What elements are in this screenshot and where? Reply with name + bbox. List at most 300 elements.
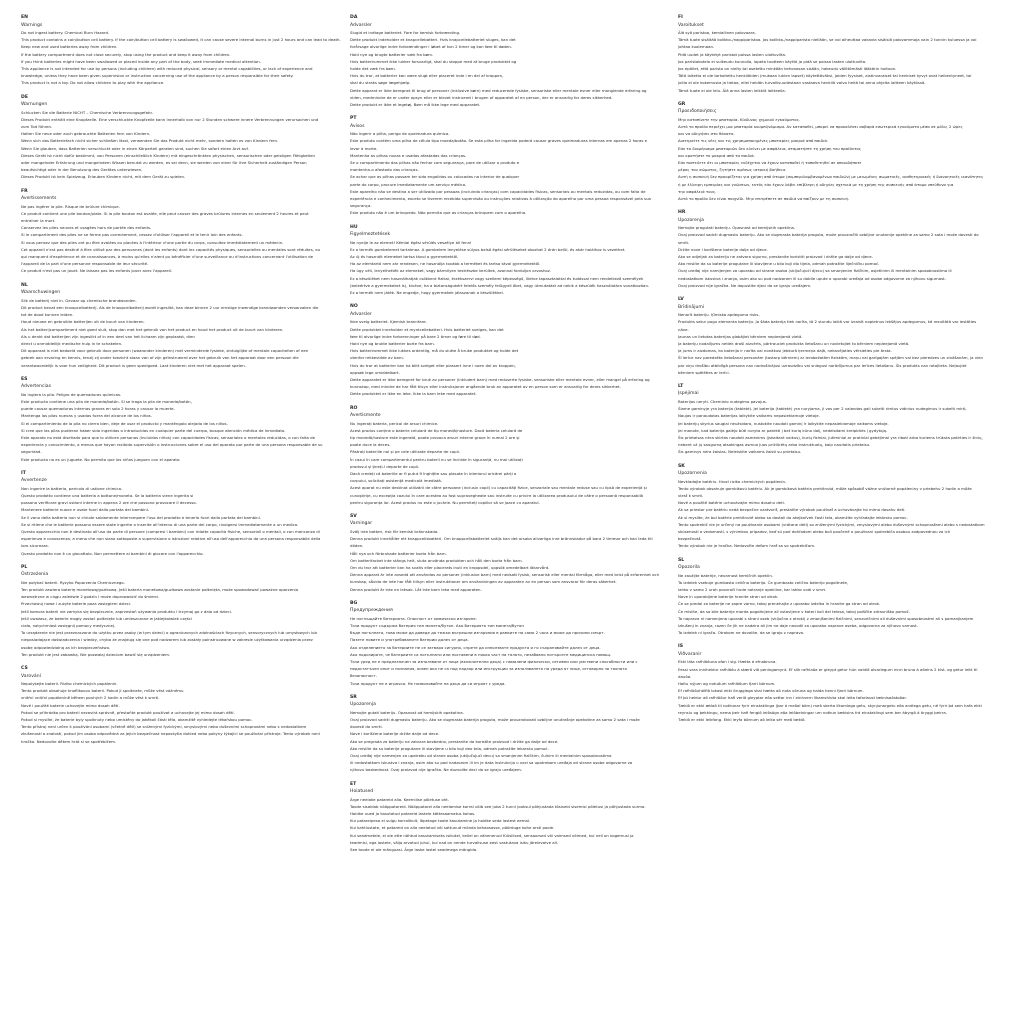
warning-line: nedostatkom iskustva i znanja, osim ako su pod nadzorom ili su dobile upute o uporabi uređaja od osobe odgovorne za njihovu sigurnost. (678, 275, 946, 281)
warning-line: Svälj inte batteri, risk för kemisk brännskada. (350, 528, 439, 534)
section-es (21, 376, 341, 463)
section-code: CS (21, 666, 28, 672)
warning-line: Si el compartimiento de la pila no cierra bien, deje de usar el producto y manténgalo alejado de los niños. (21, 420, 228, 426)
warning-line: Kui patareipesa ei sulgu korralikult, lõpetage toote kasutamine ja hoidke seda lastest eemal. (350, 818, 531, 824)
warning-line: produsul și țineți-l departe de copii. (350, 463, 420, 469)
section-lt (678, 383, 998, 456)
warning-line: μέρος του σώματος, ζητήστε αμέσως ιατρική βοήθεια. (678, 167, 787, 173)
warning-line: Toode sisaldab nööppatareid. Nööppatarei alla neelamise korral võib see juba 2 tunni jooksul põhjustada tõsiseid sisemisi põletusi ja põhjustada surma. (350, 803, 646, 809)
warning-line: Ez a termék gombelemet tartalmaz. A gombelem lenyelése súlyos belső égési sérüléseket okozhat 2 órán belül, és akár halálhoz is vezethet. (350, 246, 626, 252)
warning-line: (beleértve a gyermekeket is), kivéve, ha a biztonságukért felelős személy felügyeli őket, vagy útmutatást ad nekik a készülék használatára vonatkozóan. (350, 282, 650, 288)
warning-line: tot de dood kunnen leiden. (21, 312, 74, 318)
warning-line: skúseností a vedomostí, s výnimkou prípadov, keď sú pod dohľadom alebo boli poučené o používaní spotrebiča osobou zodpovednou za ich (678, 528, 951, 534)
warning-line: Denna apparat är inte avsedd att användas av personer (inklusive barn) med nedsatt fysisk, sensorisk eller mental förmåga, eller med brist på erfarenhet och (350, 572, 660, 578)
warning-line: Dette produktet inneholder et myntcellebatteri. Hvis batteriet svelges, kan det (350, 326, 504, 332)
section-code: SK (678, 463, 685, 469)
warning-line: Älä syö paristoa, kemiallinen palovaara. (678, 30, 756, 35)
warning-line: If you think batteries might have been swallowed or placed inside any part of the body, seek immediate medical attention. (21, 58, 261, 64)
warning-line: Εάν το διαμέρισμα μπαταριών δεν κλείνει με ασφάλεια, σταματήστε τη χρήση του προϊόντος (678, 145, 862, 151)
section-heading: Brīdinājumi (678, 304, 705, 310)
section-heading: Upozorenja (678, 217, 704, 223)
warning-line: Haltu nýjum og notuðum rafhlöðum fjarri börnum. (678, 681, 776, 687)
warning-line: Hvis du tror at batterier kan ha blitt svelget eller plassert inne i noen del av kroppen, (350, 362, 516, 368)
warning-line: nebent už jų saugumą atsakingas asmuo juos prižiūrėtų arba instruktuotų, kaip naudotis prietaisu. (678, 442, 871, 448)
warning-line: Se si ritiene che le batterie possano essere state ingerite o inserite all'interno di una parte del corpo, rivolgersi immediatamente a un medico. (21, 521, 299, 527)
warning-line: Ha az elemtartó nem zár rendesen, ne használja tovább a terméket és tartsa távol gyermekektől. (350, 261, 541, 267)
warning-line: Do not ingest battery. Chemical Burn Hazard. (21, 30, 110, 35)
section-heading: Upozorenja (350, 702, 376, 708)
warning-line: segurança. (350, 203, 372, 209)
warning-line: Ako se odjeljak za bateriju ne zatvara sigurno, prestanite koristiti proizvod i držite ga dalje od djece. (678, 254, 873, 260)
warning-line: puede causar quemaduras internas graves en solo 2 horas y causar la muerte. (21, 406, 175, 412)
warning-line: This product contains a coin/button cell battery. If the coin/button cell battery is swallowed, it can cause severe internal burns in just 2 hours and can lead to death. (21, 37, 341, 43)
warning-line: Mantenga las pilas nuevas y usadas fuera del alcance de los niños. (21, 413, 152, 419)
warning-line: dauða. (678, 673, 692, 679)
warning-line: entraîner la mort. (21, 218, 56, 224)
warning-line: Този продукт съдържа батерия тип монета/бутон. Ако батерията тип монета/бутон (350, 623, 524, 628)
warning-line: Μην καταπίνετε την μπαταρία. Κίνδυνος χημικού εγκαύματος. (678, 116, 801, 122)
warning-line: johtaa kuolemaan. (678, 44, 715, 50)
warning-line: Dette produkt indeholder et knapcellebatteri. Hvis knapcellebatteriet sluges, kan det (350, 37, 516, 43)
warning-line: Nemojte gutati bateriju. Opasnost od hemijskih opekotina. (350, 709, 464, 715)
warning-line: Ovaj proizvod nije igračka. Ne dopustite djeci da se igraju uređajem. (678, 282, 812, 288)
warning-line: Nove in uporabljene baterije hranite stran od otrok. (678, 594, 779, 600)
warning-line: hračka. Nedovolte dětem hrát si se spotřebičem. (21, 738, 117, 744)
warning-line: Conservez les piles neuves et usagées hors de portée des enfants. (21, 225, 152, 231)
warning-line: În cazul în care compartimentul pentru baterii nu se închide în siguranță, nu mai utilizați (350, 456, 523, 462)
warning-line: Denna produkt innehåller ett knappcellsbatteri. Om knappcellsbatteriet sväljs kan det orsaka allvarliga inre brännskador på bara 2 timmar och kan leda till (350, 536, 653, 542)
warning-line: beaufsichtigt oder in der Benutzung des Gerätes unterwiesen. (21, 167, 143, 173)
warning-line: Dieses Produkt ist kein Spielzeug. Erlauben Kindern nicht, mit dem Gerät zu spielen. (21, 174, 186, 180)
section-pt (350, 115, 670, 216)
warning-line: Dit apparaat is niet bedoeld voor gebruik door personen (waaronder kinderen) met verminderde fysieke, zintuiglijke of mentale capaciteiten of een (21, 348, 309, 354)
warning-line: Tämä tuote sisältää kolikko-/nappiparistoa. Jos kolikko-/nappiparisto niellään, se voi aiheuttaa vakavia sisäisiä palovammoja vain 2 tunnin kuluessa ja voi (678, 37, 977, 43)
section-sr (350, 694, 670, 774)
warning-line: pentru siguranța lor. Acest produs nu este o jucărie. Nu permiteți copiilor să se joace cu aparatul. (350, 499, 540, 505)
section-no (350, 303, 670, 397)
section-lv (678, 296, 998, 376)
warning-line: Не поглъщайте батерията. Опасност от химическо изгаряне. (350, 615, 477, 621)
warning-line: Hoidke uued ja kasutatud patareid lastele kättesaamatus kohas. (350, 811, 476, 817)
warning-line: Ne nyelje le az elemet! Kémiai égési sérülés veszélye áll fenn! (350, 239, 472, 245)
warning-line: Tento výrobok obsahuje gombíkovú batériu. Ak je gombíková batéria prehltnutá, môže spôsobiť vážne vnútorné popáleniny v priebehu 2 hodín a môže (678, 485, 972, 491)
warning-line: Om batterifacket inte stängs helt, sluta använda produkten och håll den borta från barn. (350, 557, 523, 563)
warning-line: και κρατήστε το μακριά από τα παιδιά. (678, 152, 755, 158)
warning-line: bezpečnosť. (678, 536, 702, 542)
warning-line: qui manquent d'expérience et de connaissances, à moins qu'elles n'aient pu bénéficier d'une surveillance ou d'instructions concernant l'utilisation de (21, 254, 314, 260)
warning-line: loro sicurezza. (21, 543, 49, 549)
warning-line: Nenorīt bateriju. Ķīmiska apdeguma risks. (678, 312, 760, 318)
warning-line: par viņu drošību atbildīgā persona nav nodrošinājusi uzraudzību vai sniegusi norādījumus par ierīces lietošanu. Šis produkts nav rotaļlieta. Neļaujiet (678, 362, 967, 368)
warning-line: Ако отделението за батериите не се затваря сигурно, спрете да използвате продукта и го съхранявайте далеч от деца. (350, 644, 601, 650)
warning-line: Ten produkt zawiera baterię monetową/guzikową. Jeśli bateria monetowa/guzikowa zostanie połknięta, może spowodować poważne oparzenia (21, 586, 299, 592)
warning-line: Wenn sich das Batteriefach nicht sicher schließen lässt, verwenden Sie das Produkt nicht mehr, sondern halten es von Kindern fern. (21, 138, 279, 144)
warning-line: Acest aparat nu este destinat utilizării de către persoane (inclusiv copii) cu capacități fizice, senzoriale sau mentale reduse sau cu lipsă de experiență și (350, 485, 647, 491)
warning-line: Jos epäilet, että paristo on nielty tai asetettu minkään kehonosan sisään, hakeudu välittömästi lääkärin hoitoon. (678, 66, 897, 72)
warning-line: Questo prodotto non è un giocattolo. Non permettere ai bambini di giocare con l'apparecchio. (21, 550, 204, 556)
section-code: DA (350, 15, 358, 20)
warning-line: Dette produkt er ikke et legetøj. Børn må ikke lege med apparatet. (350, 102, 481, 108)
warning-line: Tämä tuote ei ole lelu. Älä anna lasten leikkiä laitteella. (678, 87, 786, 93)
warning-line: Cet appareil n'est pas destiné à être utilisé par des personnes (dont les enfants) dont les capacités physiques, sensorielles ou mentales sont réduites, ou (21, 246, 321, 252)
warning-line: experiencia y conocimiento, a menos que hayan recibido supervisión o instrucciones sobre el uso del aparato por parte de una persona responsable de su (21, 442, 323, 448)
warning-line: Pidä uudet ja käytetyt paristot poissa lasten ulottuvilta. (678, 51, 787, 57)
warning-line: See toode ei ole mänguasi. Ärge laske lastel seadmega mängida. (350, 847, 478, 853)
warning-line: No ingiera la pila. Peligro de quemaduras químicas. (21, 391, 122, 397)
warning-line: Tækið er ekki leikfang. Ekki leyfa börnum að leika sér með tækið. (678, 717, 806, 723)
warning-line: forårsage alvorlige indre forbrændinger i løbet af kun 2 timer og kan føre til døden. (350, 44, 513, 50)
warning-line: Nove i korišćene baterije držite dalje od dece. (350, 731, 440, 737)
section-heading: Varningar (350, 521, 373, 527)
warning-line: Ako mislite da su baterije progutane ili stavljene u bilo koji dio tijela, odmah potražite liječničku pomoć. (678, 261, 880, 267)
warning-line: Ako mislite da su baterije progutane ili stavljene u bilo koji deo tela, odmah potražite lekarsku pomoć. (350, 745, 549, 751)
section-heading: Advarsler (350, 311, 372, 317)
warning-line: smrti. (678, 239, 690, 245)
warning-line: Ha úgy véli, lenyelhették az elemeket, vagy bármilyen testrészbe kerültek, azonnal forduljon orvoshoz. (350, 268, 552, 274)
warning-line: Mantenere batterie nuove e usate fuori dalla portata dei bambini. (21, 507, 150, 513)
warning-line: skal du straks søge lægehjælp. (350, 80, 411, 86)
warning-line: Ta izdelek ni igrača. Otrokom ne dovolite, da se igrajo z napravo. (678, 630, 805, 636)
warning-line: oppsøk lege umiddelbart. (350, 369, 400, 375)
warning-line: Ne zaužijte baterije, nevarnost kemičnih opeklin. (678, 572, 774, 578)
warning-line: Šī ierīce nav paredzēta lietošanai personām (tostarp bērniem) ar ierobežotām fiziskām, maņu vai garīgajām spējām vai bez pieredzes un zināšanām, ja vien (678, 355, 983, 361)
section-code: NL (21, 282, 28, 288)
warning-line: viesť k smrti. (678, 492, 704, 498)
warning-line: mantenha-o afastado das crianças. (350, 167, 419, 173)
warning-line: την ασφάλειά τους. (678, 188, 717, 194)
section-is (678, 643, 998, 723)
section-et (350, 781, 670, 854)
warning-line: joilla ei ole kokemusta ja tietoa, ellei heidän turvallisuudestaan vastaava henkilö valvo heitä tai anna ohjeita laitteen käytössä. (678, 80, 926, 86)
warning-line: Questo apparecchio non è destinato all'uso da parte di persone (compresi i bambini) con ridotte capacità fisiche, sensoriali o mentali, o con mancanza di (21, 528, 320, 534)
warning-line: dovesti do smrti. (350, 724, 383, 730)
warning-line: esperienza e conoscenza, a meno che non siano sottoposte a supervisione o istruzioni relative all'uso dell'apparecchio da una persona responsabile della (21, 536, 321, 542)
warning-line: Αυτό το προϊόν περιέχει μια μπαταρία κουμπί/νόμισμα. Αν καταποθεί, μπορεί να προκαλέσει σοβαρά εσωτερικά εγκαύματα μέσα σε μόλις 2 ώρες (678, 124, 963, 130)
section-heading: Waarschuwingen (21, 290, 61, 296)
warning-line: Šis prietaisas nėra skirtas naudoti asmenims (įskaitant vaikus), kurių fiziniai, jutiminiai ar protiniai gebėjimai yra riboti arba kuriems trūksta patirties ir žinių, (678, 434, 983, 440)
warning-line: Se il vano della batteria non si chiude saldamente interrompere l'uso del prodotto e tenerlo fuori dalla portata dei bambini. (21, 514, 261, 520)
warning-line: Este produto não é um brinquedo. Não permita que as crianças brinquem com o aparelho. (350, 210, 527, 216)
warning-line: Jeśli uważasz, że baterie mogły zostać połknięte lub umieszczone w jakiejkolwiek części (21, 615, 192, 621)
section-de (21, 94, 341, 181)
warning-line: Ovaj uređaj nije namenjen za upotrebu od strane osoba (uključujući decu) sa smanjenim fizičkim, čulnim ili mentalnim sposobnostima (350, 753, 612, 759)
warning-line: Este produto contém uma pilha de célula tipo moeda/botão. Se esta pilha for ingerida poderá causar graves queimaduras internas em apenas 2 horas e (350, 138, 648, 144)
section-pl (21, 564, 341, 658)
warning-line: Dette apparatet er ikke beregnet for bruk av personer (inkludert barn) med reduserte fysiske, sensoriske eller mentale evner, eller mangel på erfaring og (350, 376, 650, 382)
warning-line: Držite nove i korištene baterije dalje od djece. (678, 246, 768, 252)
warning-line: knowledge, unless they have been given supervision or instruction concerning use of the appliance by a person responsible for their safety. (21, 73, 294, 79)
warning-line: If the battery compartment does not close securely, stop using the product and keep it away from children. (21, 51, 231, 57)
warning-line: gebrek aan ervaring en kennis, tenzij zij onder toezicht staan van of zijn geïnstrueerd over het gebruik van het apparaat door een persoon die (21, 355, 299, 361)
section-da (350, 14, 670, 108)
warning-line: ili nedostatkom iskustva i znanja, osim ako su pod nadzorom ili im je data instrukcija u vezi sa upotrebom uređaja od strane osobe odgovorne za (350, 760, 633, 766)
warning-line: nieposiadające doświadczenia i wiedzy, chyba że znajdują się one pod nadzorem lub zostały poinstruowane w zakresie użytkowania urządzenia przez (21, 637, 313, 643)
section-code: HR (678, 210, 686, 216)
warning-line: бъде погълната, това може да доведе до тежки вътрешни изгаряния в рамките на само 2 часа и може да причини смърт. (350, 630, 605, 636)
warning-line: Non ingerire la batteria, pericolo di ustione chimica. (21, 485, 123, 491)
warning-line: Nové i použité baterie uchovejte mimo dosah dětí. (21, 702, 120, 708)
warning-line: Hvis du tror, at batterier kan være slugt eller placeret inde i en del af kroppen, (350, 73, 504, 79)
warning-line: Ez a készüléket nem használhatják csökkent fizikai, érzékszervi vagy szellemi képességű, illetve tapasztalattal és tudással nem rendelkező személyek (350, 275, 644, 281)
section-sl (678, 557, 998, 637)
warning-line: Schlucken Sie die Batterie NICHT – Chemische Verbrennungsgefahr. (21, 109, 153, 115)
warning-line: Als het batterijcompartiment niet goed sluit, stop dan met het gebruik van het product en houd het product uit de buurt van kinderen. (21, 326, 284, 332)
warning-line: ciała, natychmiast zasięgnij pomocy medycznej. (21, 623, 116, 628)
section-cs (21, 665, 341, 745)
section-heading: Varoitukset (678, 22, 704, 28)
warning-line: Om du tror att batterier kan ha svalts eller placerats inuti en kroppsdel, uppsök omedelbart läkarvård. (350, 564, 550, 570)
warning-line: Não ingerir a pilha, perigo de queimadura química. (350, 131, 450, 137)
section-heading: Advarsler (350, 22, 372, 28)
section-gr (678, 101, 998, 202)
section-heading: Viðvaranir (678, 651, 702, 657)
warning-line: Jaunas un lietotas baterijas glabājiet bērniem nepieejamā vietā. (678, 333, 803, 339)
warning-line: Mantenha as pilhas novas e usadas afastadas das crianças. (350, 152, 467, 158)
section-fr (21, 188, 341, 275)
warning-line: Kui seadmetele, ei ole ette nähtud kasutamiseks isikutel, kellel on vähenenud füüsilised, sensoorsed või vaimsed võimed, kui neil on kogemusi ja (350, 832, 634, 838)
warning-line: Dit product bevat een knoopcelbatterij. Als de knoopcelbatterij wordt ingeslikt, kan deze binnen 2 uur ernstige inwendige brandwonden veroorzaken die (21, 304, 319, 310)
warning-line: njihovu bezbednost. Ovaj proizvod nije igračka. Ne dozvolite deci da se igraju uređajem. (350, 767, 523, 773)
warning-line: Halten Sie neue oder auch gebrauchte Batterien fern von Kindern. (21, 131, 151, 137)
warning-line: kunnskap, med mindre de har fått tilsyn eller instruksjoner angående bruk av apparatet av en person som er ansvarlig for deres sikkerhet. (350, 384, 621, 390)
section-code: ES (21, 376, 28, 382)
section-fi (678, 14, 998, 94)
warning-line: viden, medmindre de er under opsyn eller er blevet instrueret i brugen af apparatet af en person, der er ansvarlig for deres sikkerhed. (350, 94, 613, 100)
warning-line: teadmisi, ega lastele, välja arvatud juhul, kui nad on nende turvalisuse eest vastutava isiku järelevalve all. (350, 839, 558, 845)
warning-line: Nevkladajte batériu. Hrozí riziko chemických popálenín. (678, 478, 787, 484)
warning-line: Hold nye og brugte batterier væk fra børn. (350, 51, 434, 57)
section-heading: Varování (21, 673, 41, 679)
warning-line: To urządzenie nie jest przeznaczone do użytku przez osoby (w tym dzieci) o ograniczonych zdolnościach fizycznych, sensorycznych lub umysłowych lub (21, 630, 317, 636)
section-code: SR (350, 694, 357, 700)
warning-line: seguridad. (21, 449, 42, 455)
warning-line: Ако подозирате, че батериите са погълнати или поставени в някоя част на тялото, незабавно потърсете медицинска помощ. (350, 651, 612, 657)
section-code: LT (678, 383, 684, 389)
warning-line: Questo prodotto contiene una batteria a bottone/moneta. Se la batteria viene ingerita si (21, 492, 194, 498)
warning-line: Nu ingerați bateria, pericol de arsuri chimice. (350, 420, 439, 426)
section-hu (350, 224, 670, 297)
warning-line: Este producto contiene una pila de moneda/botón. Si se traga la pila de moneda/botón, (21, 398, 192, 404)
warning-line: Ta naprava ni namenjena uporabi s strani oseb (vključno z otroki) z zmanjšanimi fizičnimi, senzoričnimi ali duševnimi sposobnostmi ali s pomanjkanjem (678, 615, 974, 621)
section-code: ET (350, 781, 357, 787)
warning-line: oder mangelnder Erfahrung und mangelndem Wissen benutzt zu werden, es sei denn, sie werden von einer für ihre Sicherheit zuständigen Person (21, 160, 307, 166)
warning-line: Ak si myslíte, že bol batérie prehltnuté alebo sa dostali do akejkoľvek časti tela, okamžite vyhľadajte lekársku pomoc. (678, 514, 908, 520)
warning-line: Пазете новите и употребяваните батерии далеч от деца. (350, 637, 469, 643)
warning-line: Tento přístroj není určen k používání osobami (včetně dětí) se sníženými fyzickými, smyslovými nebo duševními schopnostmi nebo s nedostatkem (21, 724, 307, 730)
warning-line: Wenn Sie glauben, dass Batterien verschluckt oder in einen Körperteil geraten sind, suchen Sie sofort einen Arzt auf. (21, 145, 249, 151)
warning-line: nāve. (678, 326, 689, 332)
section-heading: Avertissements (21, 196, 57, 202)
section-sv (350, 513, 670, 593)
warning-line: Nie połykać baterii. Ryzyko Poparzenia Chemicznego. (21, 579, 125, 585)
warning-line: Pokud si myslíte, že baterie byly spolknuty nebo umístěny do jakékoli části těla, okamžitě vyhledejte lékařskou pomoc. (21, 717, 253, 723)
warning-line: Ce produit n'est pas un jouet. Ne laissez pas les enfants jouer avec l'appareil. (21, 268, 173, 274)
section-heading: Ostrzeżenia (21, 572, 49, 578)
warning-line: Acest produs conține o baterie celulară de tip monedă/nasture. Dacă bateria celulară de (350, 427, 523, 433)
warning-line: Keep new and used batteries away from children. (21, 44, 118, 50)
warning-line: possono verificare gravi ustioni interne in appena 2 ore che possono provocare il decesso. (21, 500, 197, 506)
warning-line: Tento produkt obsahuje knoflíkovou baterii. Pokud ji spolknete, může vést vážnému (21, 688, 184, 694)
warning-line: Jos paristokotelo ei sulkeudu kunnolla, lopeta tuotteen käyttö ja pidä se poissa lasten ulottuvilta. (678, 58, 867, 64)
warning-line: Този уред не е предназначен за използване от лица (включително деца) с намалени физически, сетивни или умствени способности или с (350, 659, 638, 665)
section-code: LV (678, 297, 684, 303)
warning-line: Se o compartimento das pilhas não fechar com segurança, pare de utilizar o produto e (350, 160, 520, 166)
section-nl (21, 282, 341, 369)
warning-line: lahko v samo 2 urah povzroči hude notranje opekline, kar lahko vodi v smrt. (678, 586, 827, 592)
section-heading: Προειδοποιήσεις (678, 109, 717, 115)
warning-line: This product is not a toy. Do not allow children to play with the appliance. (21, 80, 165, 86)
warning-line: Este aparelho não se destina a ser utilizado por pessoas (incluindo crianças) com capacidades físicas, sensoriais ou mentais reduzidas, ou com falta de (350, 188, 646, 194)
warning-line: tip monedă/nasture este ingerată, poate provoca arsuri interne grave în numai 2 ore și (350, 434, 520, 440)
warning-line: недостатъчен опит и познания, освен ако не са под надзор или инструкции за използването на уреда от лице, отговорно за тяхната (350, 666, 627, 672)
warning-line: l'appareil de la part d'une personne responsable de leur sécurité. (21, 261, 149, 267)
warning-line: Ce produit contient une pile bouton/plate. Si la pile bouton est avalée, elle peut causer des graves brûlures internes en seulement 2 heures et peut (21, 210, 309, 216)
warning-line: Hvis batterirommet ikke lukkes ordentlig, må du slutte å bruke produktet og holde det (350, 348, 519, 354)
column-2 (350, 14, 670, 860)
warning-line: osobę odpowiedzialną za ich bezpieczeństwo. (21, 644, 111, 650)
warning-line: Hold nye og brukte batterier borte fra barn. (350, 340, 436, 346)
section-code: HU (350, 224, 358, 230)
warning-line: Nemojte progutati bateriju. Opasnost od kemijskih opeklina. (678, 225, 796, 231)
warning-line: Hvis batterirummet ikke lukker forsvarligt, skal du stoppe med at bruge produktet og (350, 58, 517, 64)
warning-line: Este producto no es un juguete. No permita que los niños jueguen con el aparato. (21, 456, 181, 462)
warning-line: Ako se pregrada za bateriju ne zatvara bezbedno, prestanite da koristite proizvod i držite ga dalje od dece. (350, 738, 559, 744)
section-heading: Upozornenia (678, 471, 707, 477)
warning-line: Tento spotrebič nie je určený na používanie osobami (vrátane detí) so zníženými fyzickými, zmyslovými alebo duševnými schopnosťami alebo s nedostatkom (678, 521, 985, 527)
section-code: SL (678, 557, 685, 563)
section-code: FR (21, 188, 28, 194)
section-it (21, 470, 341, 557)
warning-line: Păstrați bateriile noi și pe cele utilizate departe de copii. (350, 449, 460, 455)
warning-line: Naujas ir panaudotas baterijas laikykite vaikams nepasiekiamoje vietoje. (678, 413, 820, 419)
section-code: RO (350, 405, 358, 411)
warning-line: Az új és használt elemeket tartsa távol a gyermekektől. (350, 254, 459, 260)
warning-line: zkušeností a znalostí, pokud jim osoba odpovědná za jejich bezpečnost neposkytla dohled nebo pokyny týkající se používání přístroje. Tento výrobek není (21, 731, 320, 737)
column-3 (678, 14, 998, 730)
warning-line: Tätä laitetta ei ole tarkoitettu henkilöiden (mukaan lukien lapset) käytettäväksi, joiden fyysiset, aistinvaraiset tai henkiset kyvyt ovat heikentyneet, tai (678, 73, 972, 79)
warning-line: direct u onmiddellijk medische hulp in te schakelen. (21, 340, 123, 346)
warning-line: Håll nya och förbrukade batterier borta från barn. (350, 550, 447, 556)
warning-line: kunskap, såvida de inte har fått tillsyn eller instruktioner om användningen av apparaten av en person som ansvarar för deras säkerhet. (350, 579, 617, 585)
warning-line: Ovaj proizvod sadrži dugmastu bateriju. Ako se dugmasta baterija proguta, može prouzrokovati ozbiljne unutrašnje opekotine za samo 2 sata i može (350, 717, 640, 723)
warning-line: experiência e conhecimento, exceto se tiverem recebido supervisão ou instruções relativas à utilização do aparelho por uma pessoa responsável pela sua (350, 196, 651, 202)
section-ro (350, 405, 670, 506)
section-code: PL (21, 564, 28, 570)
warning-line: Kui kahtlustate, et patareid on alla neelatud või sattunud mõnda kehaosasse, pöörduge kohe arsti poole. (350, 825, 555, 831)
warning-line: Ten produkt nie jest zabawką. Nie pozwalaj dzieciom bawić się urządzeniem. (21, 651, 171, 657)
warning-line: Denna produkt är inte en leksak. Låt inte barn leka med apparaten. (350, 586, 482, 592)
warning-line: ή με έλλειψη εμπειρίας και γνώσεων, εκτός εάν έχουν λάβει επίβλεψη ή οδηγίες σχετικά με τη χρήση της συσκευής από άτομο υπεύθυνο για (678, 181, 954, 187)
warning-line: holde det væk fra børn. (350, 66, 396, 72)
warning-line: Jeśli komora baterii nie zamyka się bezpiecznie, zaprzestań używania produktu i trzymaj go z dala od dzieci. (21, 608, 232, 614)
warning-line: Ne pas ingérer la pile. Risque de brûlure chimique. (21, 203, 120, 209)
warning-line: Jei baterijų skyrius saugiai neužsidaro, nustokite naudoti gaminį ir laikykite nepasiekiamoje vaikams vietoje. (678, 420, 889, 426)
section-heading: Avertismente (350, 413, 381, 419)
warning-line: Dacă credeți că bateriile ar fi putut fi înghițite sau plasate în interiorul oricărei părți a (350, 470, 517, 476)
warning-line: utenfor rekkevidde av barn. (350, 355, 405, 361)
warning-line: Ef þú heldur að rafhlöður hafi verið gleyptar eða settar inn í einhvern líkamshluta skal leita tafarlaust læknisaðstoðar. (678, 695, 907, 701)
warning-line: Ja bateriju nodalījums netiek droši aizvērts, pārtrauciet produkta lietošanu un novietojiet to bērniem nepieejamā vietā. (678, 340, 910, 346)
warning-line: Jei manote, kad baterija galėjo būti nuryta ar patekti į bet kurią kūno dalį, nedelsdami kreipkitės į gydytoją. (678, 427, 888, 433)
warning-line: безопасност. (350, 673, 377, 679)
section-code: GR (678, 101, 686, 107)
warning-line: Šiame gaminyje yra baterija (tabletė). Jei baterija (tabletė) yra nuryjama, ji vos per 2 valandas gali sukelti rimtus vidinius nudegimus ir sukelti mirtį. (678, 406, 967, 412)
warning-line: Ärge neelake patareid alla. Keemilise põletuse oht. (350, 796, 450, 802)
warning-line: Dette produktet er ikke en leke. Ikke la barn leke med apparatet. (350, 391, 477, 397)
section-heading: Avvertenze (21, 478, 47, 484)
warning-line: Produkts satur pogu elementa bateriju. Ja šāda baterija tiek norīta, tā 2 stundu laikā var izraisīt nopietnus iekšējus apdegumus, kā rezultātā var iestāties (678, 319, 977, 325)
section-hr (678, 209, 998, 289)
warning-line: Slik de batterij niet in. Gevaar op chemische brandwonden. (21, 297, 137, 303)
warning-line: parte do corpo, procure imediatamente um serviço médico. (350, 181, 467, 187)
section-code: IT (21, 470, 26, 476)
section-code: FI (678, 15, 683, 20)
warning-line: zum Tod führen. (21, 124, 53, 130)
section-code: DE (21, 94, 28, 100)
warning-line: cunoștințe, cu excepția cazului în care acestea au fost supravegheate sau instruite cu privire la utilizarea produsului de către o persoană responsabilă (350, 492, 644, 498)
warning-line: Šis gaminys nėra žaislas. Neleiskite vaikams žaisti su prietaisu. (678, 449, 802, 455)
warning-line: Slugid et indtage batteriet. Fare for kemisk forbrænding. (350, 30, 461, 35)
warning-line: Αυτή η συσκευή δεν προορίζεται για χρήση από άτομα (συμπεριλαμβανομένων παιδιών) με μειωμένες σωματικές, αισθητηριακές ή διανοητικές ικανότητες (678, 174, 984, 180)
warning-line: wewnętrzne w ciągu zaledwie 2 godzin i może doprowadzić do śmierci. (21, 594, 160, 600)
warning-line: Tækið er ekki ætlað til notkunar fyrir einstaklinga (þar á meðal börn) með skerta líkamlega getu, skynjunargetu eða andlega getu, né fyrir þá sem hafa ekki (678, 702, 982, 708)
warning-line: Ez a termék nem játék. Ne engedje, hogy gyermekek játsszanak a készülékkel. (350, 290, 504, 296)
warning-line: Si le compartiment des piles ne se ferme pas correctement, cessez d'utiliser l'appareil et le tenir loin des enfants. (21, 232, 243, 238)
warning-line: Εάν πιστεύετε ότι οι μπαταρίες ενδέχεται να έχουν καταποθεί ή τοποθετηθεί σε οποιοδήποτε (678, 160, 862, 166)
warning-line: Si vous pensez que des piles ont pu être avalées ou placées à l'intérieur d'une partie du corps, consultez immédiatement un médecin. (21, 239, 284, 245)
section-heading: Advertencias (21, 384, 51, 390)
warning-line: Este aparato no está diseñado para que lo utilicen personas (incluidos niños) con capacidades físicas, sensoriales o mentales reducidas, o con falta de (21, 434, 315, 440)
warning-line: Ikke svelg batteriet. Kjemisk brannfare. (350, 319, 427, 325)
warning-line: Si cree que las pilas pudieran haber sido ingeridas o introducidas en cualquier parte del cuerpo, busque atención médica de inmediato. (21, 427, 286, 433)
warning-line: levar à morte. (350, 145, 378, 151)
warning-line: Този продукт не е играчка. Не позволявайте на деца да си играят с уреда. (350, 680, 506, 686)
section-heading: Warnings (21, 22, 43, 28)
warning-line: poate duce la deces. (350, 442, 391, 448)
section-code: NO (350, 304, 358, 310)
warning-line: Ja jums ir aizdomas, ka baterija ir norīta vai nonākusi jebkurā ķermeņa daļā, nekavējoties vērsieties pie ārsta. (678, 348, 892, 354)
warning-line: Αυτό το προϊόν δεν είναι παιχνίδι. Μην επιτρέπετε σε παιδιά να παίζουν με τη συσκευή. (678, 196, 850, 202)
warning-line: Þessi vara inniheldur rafhlöðu á stærð við peningamynt. Ef slík rafhlaða er gleypt getur hún valdið alvarlegum innri bruna á aðeins 2 klst. og getur leitt til (678, 666, 978, 672)
section-heading: Figyelmeztetések (350, 232, 391, 238)
warning-line: Nové a použité batérie uchovávajte mimo dosahu detí. (678, 500, 785, 506)
section-code: EN (21, 15, 28, 20)
warning-line: Ef rafhlöðuhólfið lokast ekki örugglega skal hætta að nota vöruna og halda henni fjarri börnum. (678, 688, 864, 694)
warning-line: και να οδηγήσει στο θάνατο. (678, 131, 735, 137)
section-code: BG (350, 600, 358, 606)
warning-line: vnitřní vnitřní popálenině během pouhých 2 hodin a může vést k smrti. (21, 695, 160, 701)
warning-line: Ovaj proizvod sadrži dugmastu bateriju. Ako se dugmasta baterija proguta, može prouzročiti ozbiljne unutarnje opekline za samo 2 sata i može dovesti do (678, 232, 979, 238)
warning-line: Nepolykejte baterii. Riziko chemických popálenin. (21, 681, 118, 687)
warning-line: Če se predal za baterije ne zapre varno, takoj prenehajte z uporabo izdelka in hranite ga stran od otrok. (678, 601, 881, 607)
section-heading: Įspėjimai (678, 391, 699, 397)
warning-line: Ovaj uređaj nije namijenjen za uporabu od strane osoba (uključujući djecu) sa smanjenim fizičkim, osjetilnim ili mentalnim sposobnostima ili (678, 268, 952, 274)
warning-line: döden. (350, 543, 364, 549)
warning-line: Dieses Gerät ist nicht dafür bestimmt, von Personen (einschließlich Kindern) mit eingeschränkten physischen, sensorischen oder geistigen Fähigkeiten (21, 152, 315, 158)
warning-line: Ta izdelek vsebuje gumbasto celično baterijo. Če gumbasto celično baterijo pogoltnete, (678, 579, 849, 585)
warning-line: Przechowuj nowe i zużyte baterie poza zasięgiem dzieci. (21, 601, 132, 607)
warning-line: izkušenj in znanja, razen če jih ne nadzira ali jim ne daje navodil za uporabo naprave oseba, odgovorna za njihovo varnost. (678, 623, 918, 628)
warning-line: Ak sa priestor pre batériu nedá bezpečne uzatvoriť, prestaňte výrobok používať a uchovávajte ho mimo dosahu detí. (678, 507, 906, 513)
warning-line: corpului, solicitați asistență medicală imediată. (350, 478, 443, 484)
section-sk (678, 463, 998, 550)
section-en (21, 14, 341, 87)
section-heading: Hoiatused (350, 789, 374, 795)
warning-line: Tento výrobok nie je hračka. Nedovoľte deťom hrať sa so spotrebičom. (678, 543, 816, 549)
warning-line: Als u denkt dat batterijen zijn ingeslikt of in een deel van het lichaam zijn geplaatst, dien (21, 333, 195, 339)
warning-line: Διατηρείτε τις νέες και τις χρησιμοποιημένες μπαταρίες μακριά από παιδιά. (678, 138, 829, 144)
warning-line: Dieses Produkt enthält eine Knopfzelle. Eine verschluckte Knopfzelle kann innerhalb von nur 2 Stunden schwere innere Verbrennungen verursachen und (21, 116, 319, 122)
